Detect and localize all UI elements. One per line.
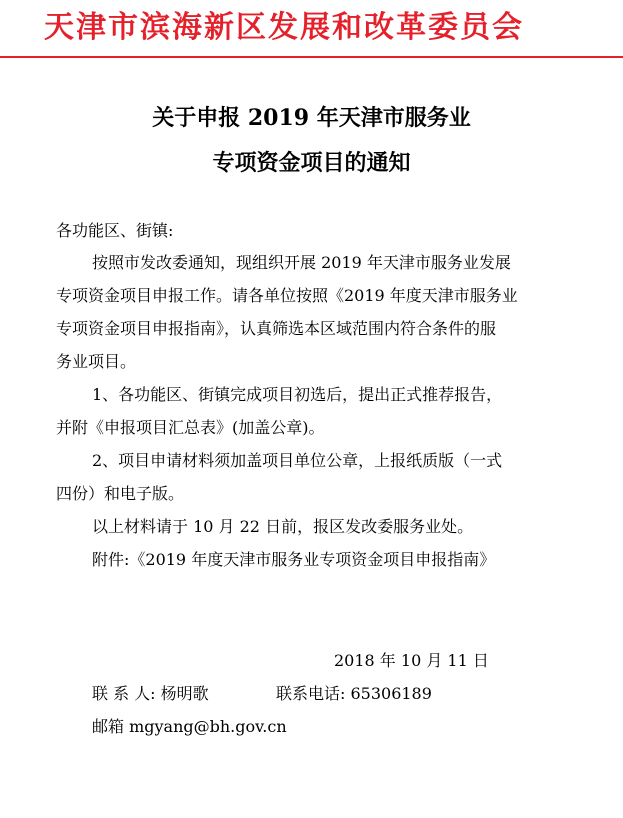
letterhead bbox=[0, 0, 623, 60]
paragraph-line: 专项资金项目申报工作。请各单位按照《2019 年度天津市服务业 bbox=[56, 286, 518, 305]
document-title-line-1: 关于申报 2019 年天津市服务业 bbox=[152, 105, 471, 131]
paragraph-line: 务业项目。 bbox=[56, 352, 137, 371]
contact-person: 联 系 人: 杨明歌 bbox=[92, 684, 209, 703]
paragraph-line: 以上材料请于 10 月 22 日前，报区发改委服务业处。 bbox=[92, 517, 474, 536]
red-header-rule bbox=[0, 56, 623, 58]
paragraph-line: 按照市发改委通知，现组织开展 2019 年天津市服务业发展 bbox=[92, 253, 511, 272]
contact-phone: 联系电话: 65306189 bbox=[276, 684, 432, 703]
contact-email: 邮箱 mgyang@bh.gov.cn bbox=[92, 717, 287, 736]
paragraph-line: 并附《申报项目汇总表》(加盖公章)。 bbox=[56, 418, 325, 437]
issue-date: 2018 年 10 月 11 日 bbox=[334, 651, 489, 670]
paragraph-line: 2、项目申请材料须加盖项目单位公章，上报纸质版（一式 bbox=[92, 451, 503, 470]
attachment-line: 附件:《2019 年度天津市服务业专项资金项目申报指南》 bbox=[92, 550, 496, 569]
paragraph-line: 1、各功能区、街镇完成项目初选后，提出正式推荐报告， bbox=[92, 385, 503, 404]
salutation: 各功能区、街镇: bbox=[56, 221, 174, 240]
issuing-organization: 天津市滨海新区发展和改革委员会 bbox=[44, 10, 524, 45]
paragraph-line: 专项资金项目申报指南》，认真筛选本区域范围内符合条件的服 bbox=[56, 319, 497, 338]
paragraph-line: 四份）和电子版。 bbox=[56, 484, 185, 503]
document-title-line-2: 专项资金项目的通知 bbox=[212, 150, 411, 176]
